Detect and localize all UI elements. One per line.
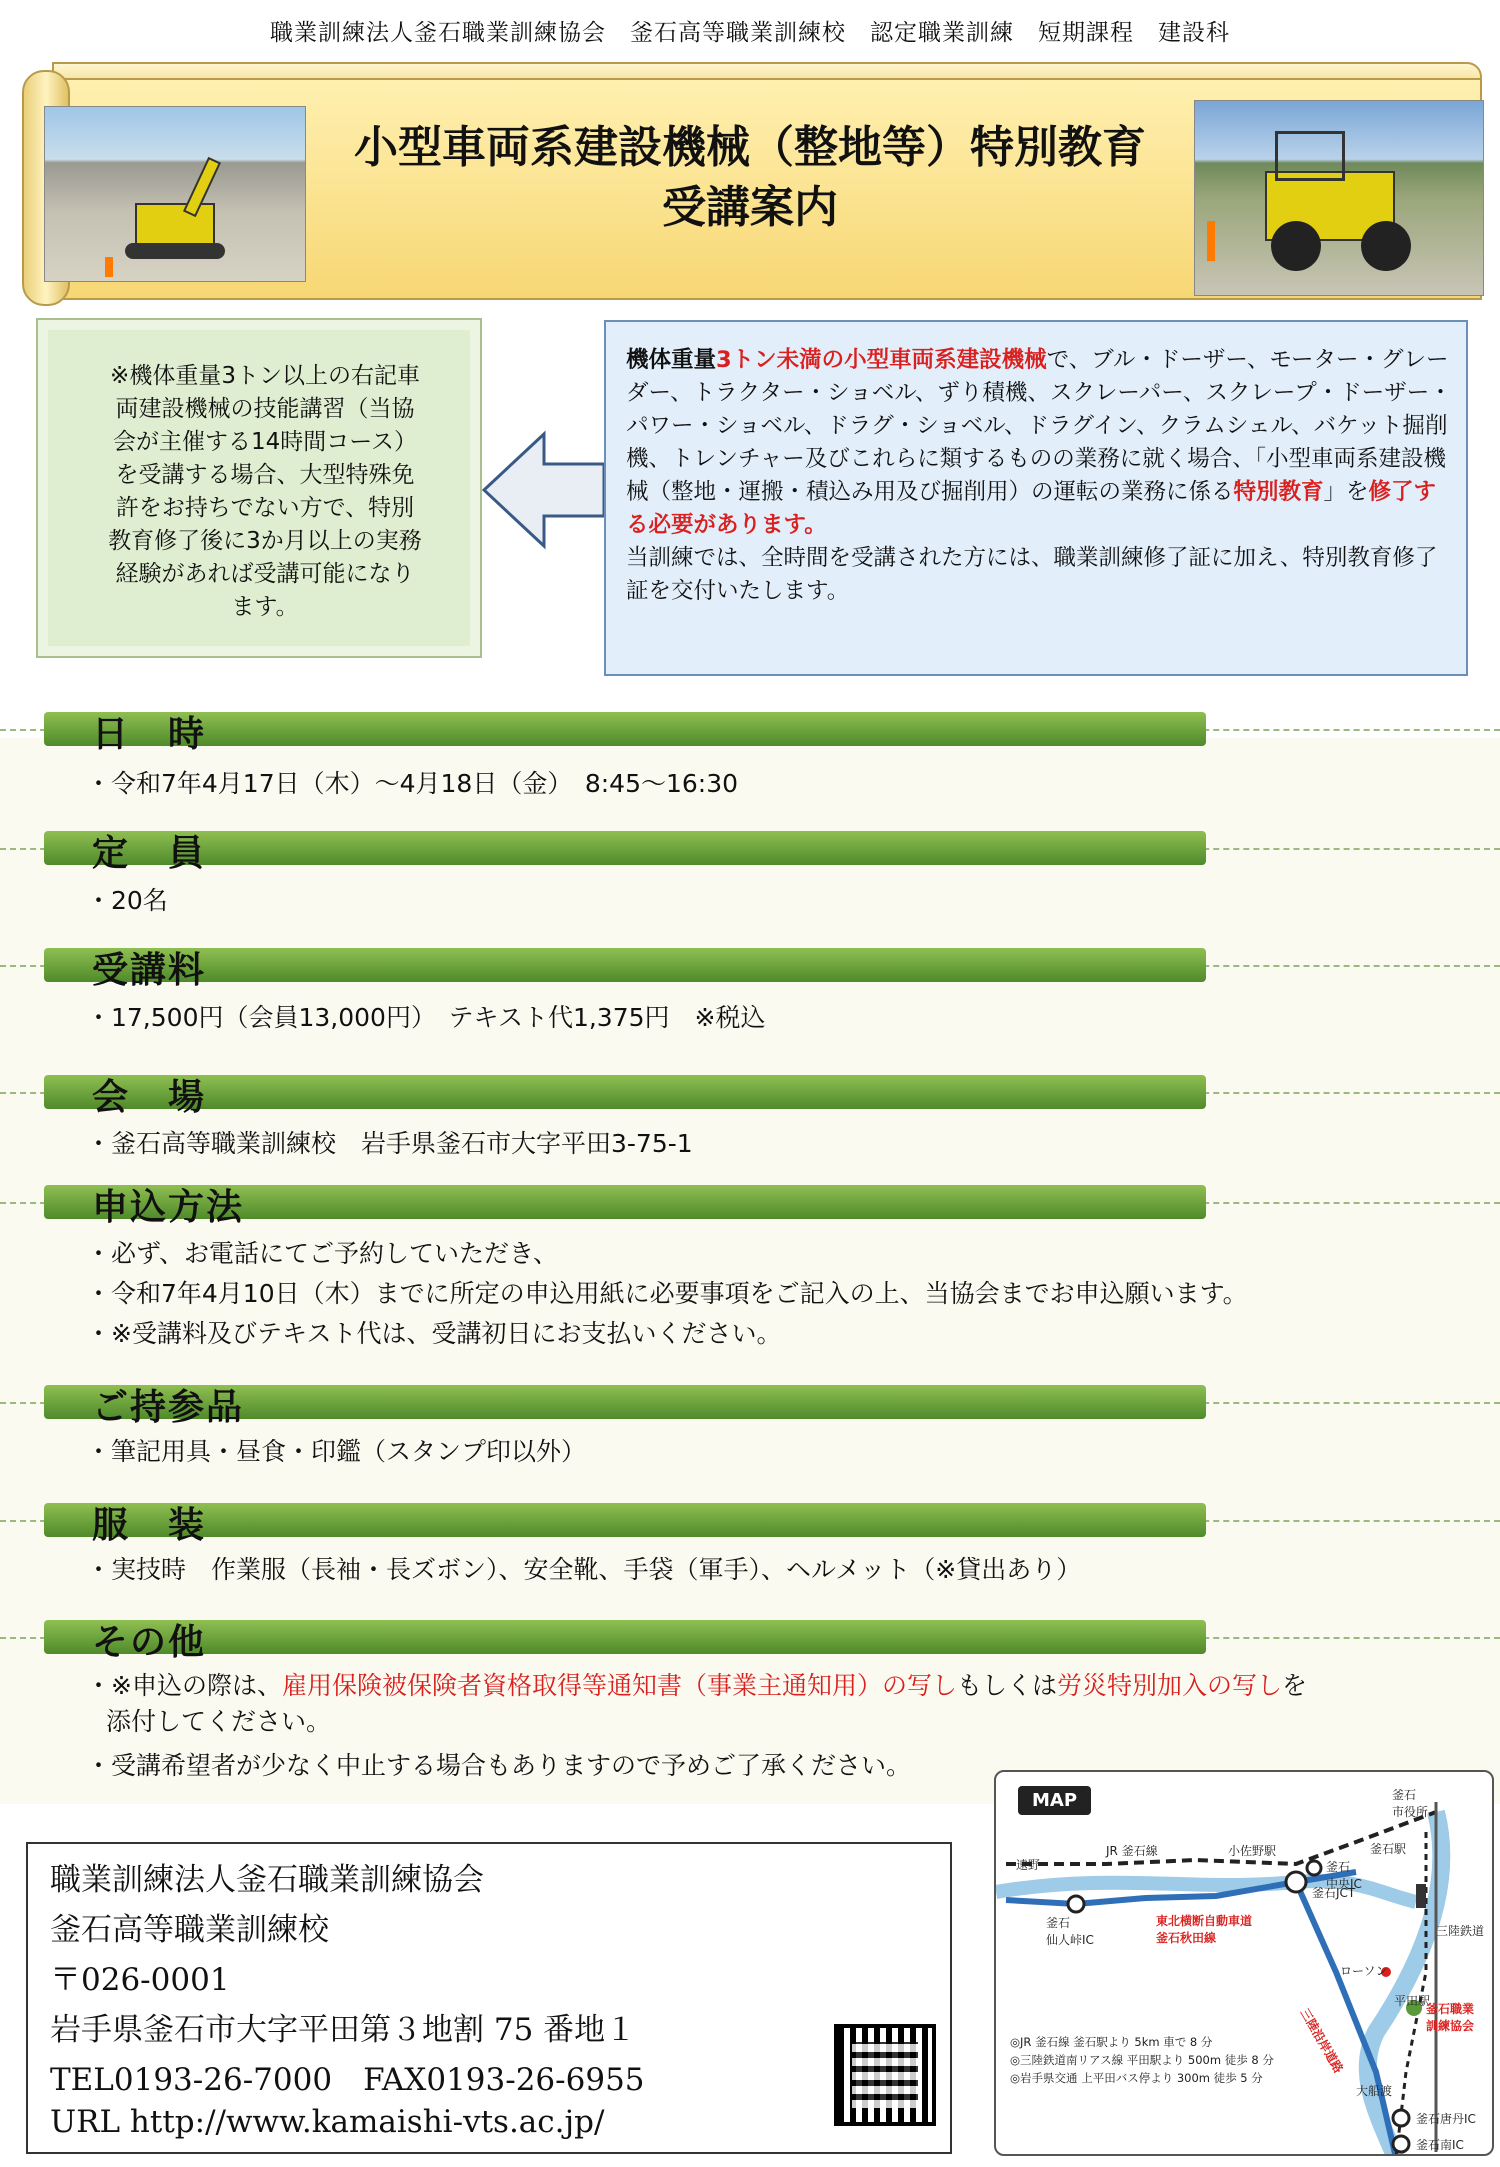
other-highlight: 雇用保険被保険者資格取得等通知書（事業主通知用）の写し [281, 1671, 957, 1700]
note-special-education [604, 320, 1468, 676]
section-bar-dress [44, 1503, 1206, 1537]
other-highlight: 労災特別加入の写し [1056, 1671, 1282, 1700]
map-label-jr-line: JR 釜石線 [1106, 1844, 1158, 1858]
note-left-line: 両建設機械の技能講習（当協 [115, 396, 415, 422]
map-label-city-hall: 釜石 市役所 [1392, 1788, 1429, 1819]
left-arrow-icon [482, 430, 606, 550]
note-left-line: ます。 [231, 594, 299, 620]
map-label-sanriku-road: 三陸沿岸道路 [1297, 2006, 1346, 2076]
section-label-bring: ご持参品 [92, 1387, 245, 1428]
map-label-lawson: ローソン [1340, 1964, 1388, 1978]
note-left-line: 経験があれば受講可能になり [115, 561, 415, 587]
qr-code-icon [834, 2024, 936, 2126]
access-map [994, 1770, 1494, 2156]
map-label-heita-station: 平田駅 [1394, 1994, 1431, 2008]
section-label-dress: 服 装 [92, 1505, 207, 1546]
map-label-school: 釜石職業 訓練協会 [1426, 2002, 1475, 2033]
section-label-fee: 受講料 [92, 950, 207, 991]
bring-line: ・筆記用具・昼食・印鑑（スタンプ印以外） [86, 1437, 587, 1466]
other-text: もしくは [956, 1671, 1057, 1700]
apply-line: ・※受講料及びテキスト代は、受講初日にお支払いください。 [86, 1319, 782, 1348]
page-title [300, 118, 1200, 238]
note-right-text: 」を [1323, 479, 1369, 505]
contact-zip: 〒026-0001 [50, 1962, 230, 1998]
contact-url[interactable]: URL http://www.kamaishi-vts.ac.jp/ [50, 2104, 605, 2140]
contact-tel-fax: TEL0193-26-7000 FAX0193-26-6955 [50, 2062, 645, 2098]
map-label-expressway: 東北横断自動車道 釜石秋田線 [1156, 1914, 1253, 1945]
section-bar-fee [44, 948, 1206, 982]
fee-line: ・17,500円（会員13,000円） テキスト代1,375円 ※税込 [86, 1003, 766, 1032]
other-line: 添付してください。 [106, 1707, 332, 1736]
map-note: ◎JR 釜石線 釜石駅より 5km 車で 8 分 [1010, 2035, 1213, 2049]
dress-line: ・実技時 作業服（長袖・長ズボン）、安全靴、手袋（軍手）、ヘルメット（※貸出あり） [86, 1555, 1082, 1584]
note-right-highlight: 3トン未満の小型車両系建設機械 [716, 347, 1047, 373]
other-text: ・※申込の際は、 [86, 1671, 282, 1700]
apply-line: ・令和7年4月10日（木）までに所定の申込用紙に必要事項をご記入の上、当協会までお申込願います。 [86, 1279, 1248, 1308]
map-label: MAP [1018, 1786, 1091, 1815]
map-note: ◎三陸鉄道南リアス線 平田駅より 500m 徒歩 8 分 [1010, 2053, 1274, 2067]
date-line: ・令和7年4月17日（木）〜4月18日（金） 8:45〜16:30 [86, 769, 739, 798]
note-left-line: を受講する場合、大型特殊免 [115, 462, 415, 488]
contact-school: 釜石高等職業訓練校 [50, 1912, 329, 1948]
title-line-2: 受講案内 [662, 182, 838, 233]
venue-line: ・釜石高等職業訓練校 岩手県釜石市大字平田3-75-1 [86, 1129, 693, 1158]
note-right-highlight: 特別教育 [1233, 479, 1324, 505]
contact-org: 職業訓練法人釜石職業訓練協会 [50, 1862, 484, 1898]
note-left-line: 会が主催する14時間コース） [112, 429, 418, 455]
excavator-photo [44, 106, 306, 282]
note-right-highlight: 修了する必要があります。 [626, 479, 1437, 538]
section-bar-capacity [44, 831, 1206, 865]
other-line: ・受講希望者が少なく中止する場合もありますので予めご了承ください。 [86, 1751, 912, 1780]
map-label-chuo-ic: 釜石 中央IC [1326, 1860, 1362, 1891]
section-label-date: 日 時 [92, 714, 207, 755]
map-label-kosano: 小佐野駅 [1228, 1844, 1277, 1858]
map-note: ◎岩手県交通 上平田バス停より 300m 徒歩 5 分 [1010, 2071, 1263, 2085]
contact-box [26, 1842, 952, 2154]
note-left-line: 許をお持ちでない方で、特別 [115, 495, 415, 521]
map-label-kamaishi-station: 釜石駅 [1370, 1842, 1407, 1856]
map-label-sanriku-rail: 三陸鉄道 [1436, 1924, 1485, 1938]
map-label-jct: 釜石JCT [1312, 1886, 1356, 1900]
title-line-1: 小型車両系建設機械（整地等）特別教育 [354, 122, 1146, 173]
note-right-text: 機体重量 [626, 347, 717, 373]
other-line [86, 1668, 1486, 1704]
map-label-karaniwa-ic: 釜石唐丹IC [1416, 2112, 1476, 2126]
note-left-line: 教育修了後に3か月以上の実務 [108, 528, 422, 554]
section-label-capacity: 定 員 [92, 833, 207, 874]
section-bar-other [44, 1620, 1206, 1654]
contact-address: 岩手県釜石市大字平田第３地割 75 番地１ [50, 2012, 637, 2048]
note-right-text: で、ブル・ドーザー、モーター・グレーダー、トラクター・ショベル、ずり積機、スクレーパー、スクレープ・ドーザー・パワー・ショベル、ドラグ・ショベル、ドラグイン、クラムシェル、バケット掘削機、トレンチャー及びこれらに類するものの業務に就く場合、「小型車両系建設機械（整地・運搬・積込み用及び掘削用）の運転の業務に係る [626, 347, 1452, 505]
map-label-ofunato: 大船渡 [1356, 2084, 1393, 2098]
map-label-minami-ic: 釜石南IC [1416, 2138, 1464, 2152]
section-bar-venue [44, 1075, 1206, 1109]
note-right-text: 当訓練では、全時間を受講された方には、職業訓練修了証に加え、特別教育修了証を交付いたします。 [626, 545, 1438, 604]
apply-line: ・必ず、お電話にてご予約していただき、 [86, 1239, 559, 1268]
map-label-tono: 遠野 [1016, 1858, 1041, 1872]
capacity-line: ・20名 [86, 886, 168, 915]
section-label-venue: 会 場 [92, 1077, 207, 1118]
note-heavy-machine [36, 318, 482, 658]
section-label-apply: 申込方法 [92, 1187, 245, 1228]
other-text: を [1282, 1671, 1308, 1700]
map-drawing [996, 1772, 1494, 2156]
header-line: 職業訓練法人釜石職業訓練協会 釜石高等職業訓練校 認定職業訓練 短期課程 建設科 [270, 20, 1230, 46]
note-left-line: ※機体重量3トン以上の右記車 [110, 363, 420, 389]
section-label-other: その他 [92, 1622, 207, 1663]
section-bar-date [44, 712, 1206, 746]
map-label-sennintoge-ic: 釜石 仙人峠IC [1046, 1916, 1094, 1947]
wheel-loader-photo [1194, 100, 1484, 296]
